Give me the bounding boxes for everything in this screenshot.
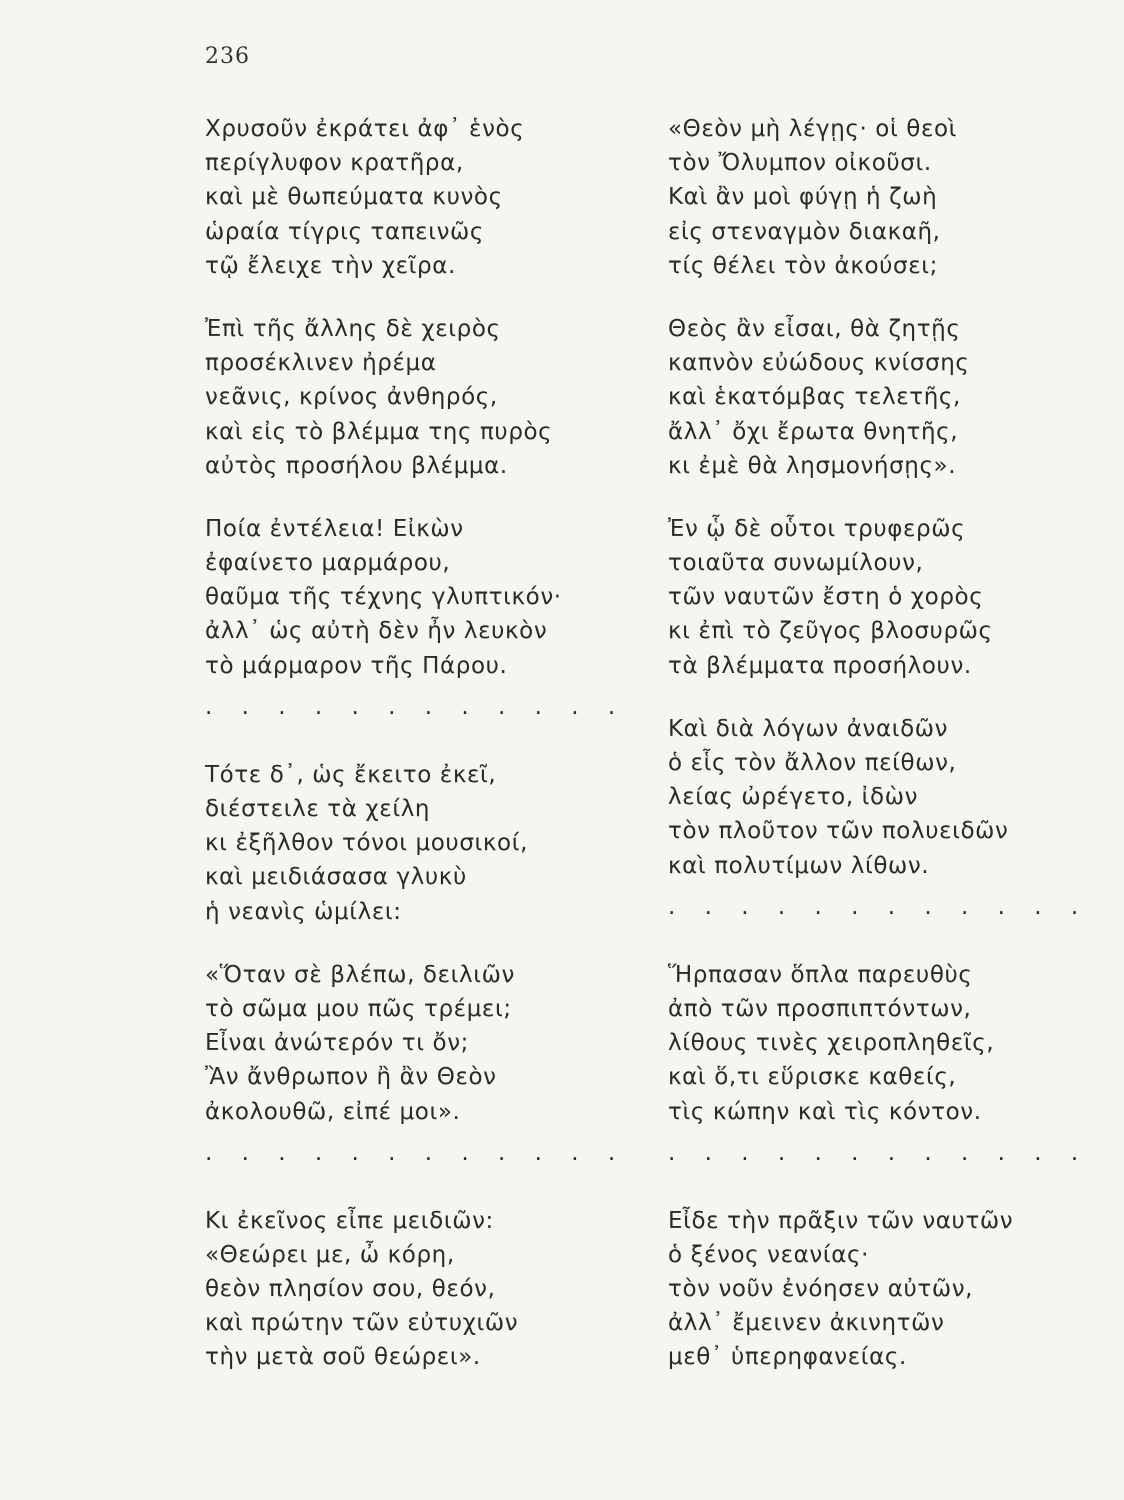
verse-line: καὶ εἰς τὸ βλέμμα της πυρὸς [205, 418, 553, 445]
verse-line: λίθους τινὲς χειροπληθεῖς, [668, 1030, 995, 1057]
verse-line: Καὶ ἂν μοὶ φύγῃ ἡ ζωὴ [668, 184, 938, 211]
verse-line: τὸν πλοῦτον τῶν πολυειδῶν [668, 818, 1009, 845]
verse-line: ἐφαίνετο μαρμάρου, [205, 550, 451, 577]
verse-line: ἡ νεανὶς ὡμίλει: [205, 898, 402, 925]
verse-line: τὶς κώπην καὶ τὶς κόντον. [668, 1098, 982, 1125]
verse-line: θαῦμα τῆς τέχνης γλυπτικόν· [205, 584, 562, 611]
verse-line: τὸ σῶμα μου πῶς τρέμει; [205, 995, 512, 1022]
stanza [205, 758, 585, 929]
verse-line: μεθ᾽ ὑπερηφανείας. [668, 1344, 907, 1371]
verse-line: Χρυσοῦν ἐκράτει ἀφ᾽ ἑνὸς [205, 116, 525, 142]
verse-line: τὸν νοῦν ἐνόησεν αὐτῶν, [668, 1276, 974, 1303]
verse-line: λείας ὠρέγετο, ἰδὼν [668, 784, 919, 811]
verse-line: διέστειλε τὰ χείλη [205, 796, 431, 822]
right-column [668, 112, 1090, 1404]
verse-line: Ποία ἐντέλεια! Εἰκὼν [205, 515, 464, 542]
stanza [668, 958, 1048, 1129]
verse-line: ὁ ξένος νεανίας· [668, 1241, 870, 1268]
verse-line: καὶ ἑκατόμβας τελετῆς, [668, 384, 961, 411]
verse-line: νεᾶνις, κρίνος ἀνθηρός, [205, 384, 498, 411]
verse-line: καὶ πολυτίμων λίθων. [668, 852, 930, 879]
page-number: 236 [205, 44, 250, 69]
verse-line: τῶν ναυτῶν ἔστη ὁ χορὸς [668, 584, 984, 611]
verse-line: τίς θέλει τὸν ἀκούσει; [668, 252, 938, 279]
stanza [205, 112, 585, 283]
verse-line: ἄλλ᾽ ὄχι ἔρωτα θνητῆς, [668, 418, 959, 445]
verse-line: «Ὅταν σὲ βλέπω, δειλιῶν [205, 961, 515, 988]
verse-line: Εἶδε τὴν πρᾶξιν τῶν ναυτῶν [668, 1207, 1014, 1234]
verse-line: «Θεὸν μὴ λέγῃς· οἱ θεοὶ [668, 116, 958, 142]
verse-line: καὶ μὲ θωπεύματα κυνὸς [205, 184, 503, 211]
verse-line: κι ἐπὶ τὸ ζεῦγος βλοσυρῶς [668, 618, 993, 645]
verse-line: τῷ ἔλειχε τὴν χεῖρα. [205, 252, 456, 279]
stanza [205, 312, 585, 483]
verse-line: προσέκλινεν ἠρέμα [205, 350, 437, 377]
verse-line: θεὸν πλησίον σου, θεόν, [205, 1276, 496, 1303]
verse-line: ἀπὸ τῶν προσπιπτόντων, [668, 995, 972, 1022]
verse-line: ὡραία τίγρις ταπεινῶς [205, 218, 484, 245]
stanza [668, 1204, 1048, 1375]
verse-line: εἰς στεναγμὸν διακαῆ, [668, 218, 941, 245]
stanza [668, 712, 1048, 883]
ellipsis-row: . . . . . . . . . . . . [205, 693, 627, 720]
verse-line: τὸ μάρμαρον τῆς Πάρου. [205, 652, 508, 679]
stanza [668, 312, 1048, 483]
ellipsis-row: . . . . . . . . . . . . [668, 893, 1090, 920]
verse-line: τοιαῦτα συνωμίλουν, [668, 550, 924, 577]
verse-line: Θεὸς ἂν εἶσαι, θὰ ζητῇς [668, 315, 961, 342]
stanza [668, 112, 1048, 283]
verse-line: ὁ εἷς τὸν ἄλλον πείθων, [668, 750, 957, 776]
stanza [205, 958, 585, 1129]
verse-line: Ἐν ᾧ δὲ οὗτοι τρυφερῶς [668, 515, 966, 542]
stanza [205, 1204, 585, 1375]
ellipsis-row: . . . . . . . . . . . . [205, 1139, 627, 1166]
verse-line: κι ἐξῆλθον τόνοι μουσικοί, [205, 830, 529, 857]
verse-line: Ἂν ἄνθρωπον ἢ ἂν Θεὸν [205, 1064, 497, 1091]
verse-line: Εἶναι ἀνώτερόν τι ὄν; [205, 1030, 470, 1057]
verse-line: καπνὸν εὐώδους κνίσσης [668, 350, 970, 377]
verse-line: Κι ἐκεῖνος εἶπε μειδιῶν: [205, 1207, 494, 1234]
ellipsis-row: . . . . . . . . . . . . [668, 1139, 1090, 1166]
stanza [205, 512, 585, 683]
verse-line: ἀκολουθῶ, εἰπέ μοι». [205, 1098, 461, 1125]
verse-line: ἀλλ᾽ ὡς αὐτὴ δὲν ἦν λευκὸν [205, 618, 548, 645]
left-column [205, 112, 627, 1404]
verse-line: «Θεώρει με, ὦ κόρη, [205, 1241, 455, 1268]
verse-line: τὸν Ὄλυμπον οἰκοῦσι. [668, 150, 932, 177]
verse-line: κι ἐμὲ θὰ λησμονήσῃς». [668, 452, 957, 479]
verse-line: καὶ ὅ,τι εὕρισκε καθείς, [668, 1064, 957, 1091]
verse-line: τὴν μετὰ σοῦ θεώρει». [205, 1344, 481, 1371]
verse-line: αὐτὸς προσήλου βλέμμα. [205, 452, 508, 479]
verse-line: καὶ μειδιάσασα γλυκὺ [205, 864, 467, 891]
verse-line: τὰ βλέμματα προσήλουν. [668, 652, 972, 679]
verse-line: καὶ πρώτην τῶν εὐτυχιῶν [205, 1310, 519, 1337]
verse-line: ἀλλ᾽ ἔμεινεν ἀκινητῶν [668, 1310, 945, 1337]
verse-line: Καὶ διὰ λόγων ἀναιδῶν [668, 715, 949, 742]
stanza [668, 512, 1048, 683]
verse-line: Ἐπὶ τῆς ἄλλης δὲ χειρὸς [205, 315, 501, 342]
verse-line: περίγλυφον κρατῆρα, [205, 150, 464, 177]
verse-line: Τότε δ᾽, ὡς ἔκειτο ἐκεῖ, [205, 761, 497, 788]
verse-line: Ἥρπασαν ὅπλα παρευθὺς [668, 961, 973, 988]
